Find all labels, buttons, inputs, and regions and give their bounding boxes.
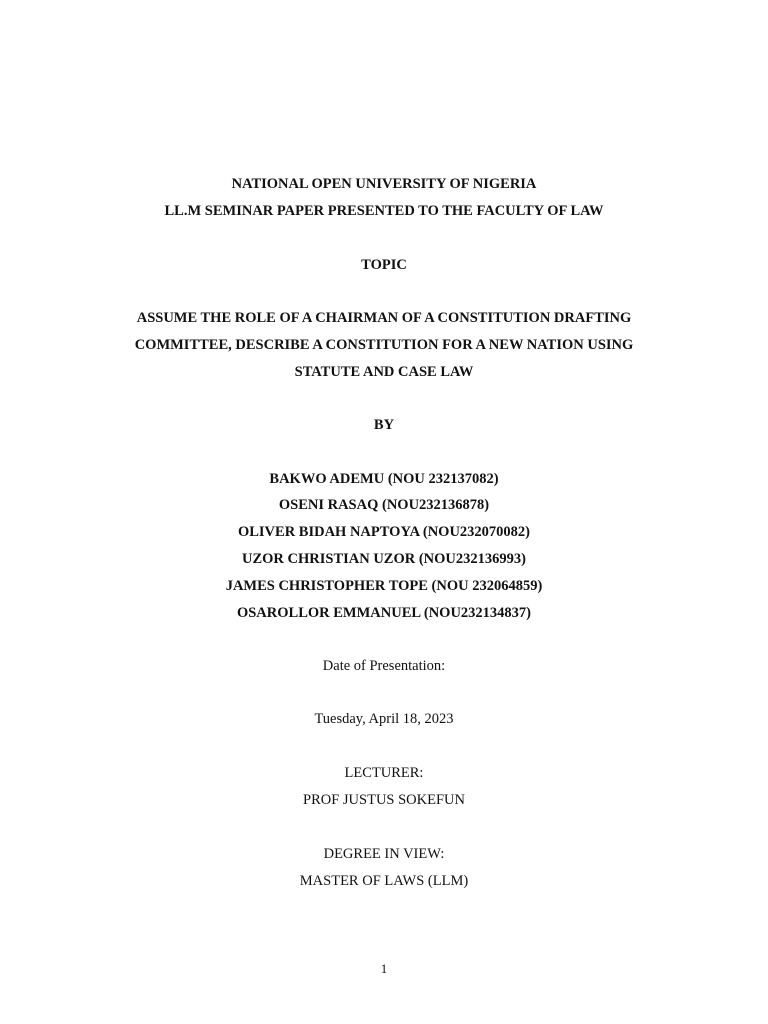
topic-line-3: STATUTE AND CASE LAW <box>294 364 474 380</box>
lecturer-label: LECTURER: <box>344 765 424 781</box>
page-number: 1 <box>380 961 388 976</box>
lecturer-name: PROF JUSTUS SOKEFUN <box>303 792 465 808</box>
institution-name: NATIONAL OPEN UNIVERSITY OF NIGERIA <box>231 176 537 192</box>
author-name: JAMES CHRISTOPHER TOPE (NOU 232064859) <box>225 578 543 594</box>
topic-line-1: ASSUME THE ROLE OF A CHAIRMAN OF A CONSTITUTION DRAFTING <box>136 310 632 326</box>
author-name: OSAROLLOR EMMANUEL (NOU232134837) <box>236 605 532 621</box>
paper-subtitle: LL.M SEMINAR PAPER PRESENTED TO THE FACULTY OF LAW <box>164 203 604 219</box>
author-name: UZOR CHRISTIAN UZOR (NOU232136993) <box>242 551 526 567</box>
author-name: BAKWO ADEMU (NOU 232137082) <box>269 471 499 487</box>
degree-label: DEGREE IN VIEW: <box>323 846 445 862</box>
topic-line-2: COMMITTEE, DESCRIBE A CONSTITUTION FOR A NEW NATION USING <box>134 337 634 353</box>
presentation-date-label: Date of Presentation: <box>322 658 446 674</box>
topic-label: TOPIC <box>361 257 407 273</box>
presentation-date: Tuesday, April 18, 2023 <box>314 711 454 727</box>
degree-name: MASTER OF LAWS (LLM) <box>299 873 469 889</box>
author-name: OLIVER BIDAH NAPTOYA (NOU232070082) <box>237 524 531 540</box>
by-label: BY <box>373 417 395 433</box>
author-name: OSENI RASAQ (NOU232136878) <box>278 497 490 513</box>
